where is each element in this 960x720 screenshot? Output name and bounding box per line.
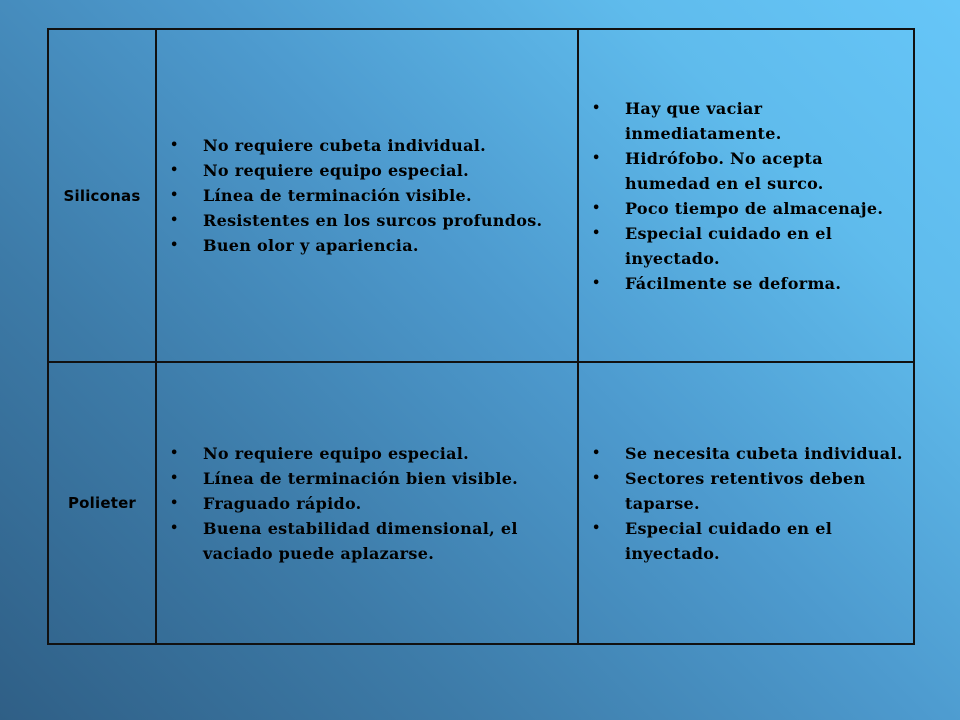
bullet-icon: •: [592, 275, 601, 291]
list-item-text: Fraguado rápido.: [203, 493, 362, 513]
bullet-icon: •: [170, 188, 179, 203]
list-item-text: Hidrófobo. No acepta humedad en el surco.: [625, 148, 824, 193]
bullet-icon: •: [592, 150, 601, 166]
bullet-icon: •: [592, 445, 601, 461]
bullet-icon: •: [592, 100, 601, 116]
comparison-table: [47, 28, 915, 645]
list-item-text: Buen olor y apariencia.: [203, 236, 419, 255]
bullet-icon: •: [592, 225, 601, 241]
list-item: [587, 96, 903, 146]
bullet-icon: •: [592, 470, 601, 486]
bullet-icon: •: [170, 495, 179, 511]
list-item-text: Se necesita cubeta individual.: [625, 443, 903, 463]
list-item: [165, 233, 567, 258]
disadvantages-list-siliconas: [579, 96, 913, 296]
list-item-text: Hay que vaciar inmediatamente.: [625, 98, 782, 143]
list-item-text: Sectores retentivos deben taparse.: [625, 468, 866, 513]
list-item: [587, 516, 903, 566]
bullet-icon: •: [170, 138, 179, 153]
advantages-list-siliconas: [157, 133, 577, 258]
list-item: [165, 133, 567, 158]
list-item: [587, 271, 903, 296]
list-item-text: No requiere equipo especial.: [203, 161, 470, 180]
bullet-icon: •: [592, 200, 601, 216]
bullet-icon: •: [170, 238, 179, 253]
row-label-polieter: Polieter: [48, 362, 156, 644]
list-item: [165, 183, 567, 208]
bullet-icon: •: [170, 470, 179, 486]
list-item: [587, 466, 903, 516]
bullet-icon: •: [592, 520, 601, 536]
advantages-list-polieter: [157, 441, 577, 566]
list-item-text: Especial cuidado en el inyectado.: [625, 518, 833, 563]
list-item: [165, 466, 567, 491]
table-row-polieter: [48, 362, 914, 644]
list-item: [165, 208, 567, 233]
list-item: [165, 158, 567, 183]
table-row-siliconas: [48, 29, 914, 362]
list-item-text: Resistentes en los surcos profundos.: [203, 211, 543, 230]
list-item-text: Línea de terminación visible.: [203, 186, 472, 205]
list-item: [587, 196, 903, 221]
list-item-text: No requiere equipo especial.: [203, 443, 470, 463]
list-item-text: Especial cuidado en el inyectado.: [625, 223, 833, 268]
bullet-icon: •: [170, 520, 179, 536]
bullet-icon: •: [170, 213, 179, 228]
list-item: [165, 516, 567, 566]
disadvantages-cell-polieter: [578, 362, 914, 644]
disadvantages-list-polieter: [579, 441, 913, 566]
list-item: [587, 441, 903, 466]
list-item-text: Buena estabilidad dimensional, el vaciado puede aplazarse.: [203, 518, 518, 563]
list-item: [165, 441, 567, 466]
list-item-text: Línea de terminación bien visible.: [203, 468, 519, 488]
bullet-icon: •: [170, 163, 179, 178]
list-item-text: Fácilmente se deforma.: [625, 273, 842, 293]
list-item: [587, 146, 903, 196]
list-item-text: Poco tiempo de almacenaje.: [625, 198, 884, 218]
list-item: [587, 221, 903, 271]
bullet-icon: •: [170, 445, 179, 461]
row-label-siliconas: Siliconas: [48, 29, 156, 362]
list-item: [165, 491, 567, 516]
advantages-cell-polieter: [156, 362, 578, 644]
disadvantages-cell-siliconas: [578, 29, 914, 362]
advantages-cell-siliconas: [156, 29, 578, 362]
list-item-text: No requiere cubeta individual.: [203, 136, 486, 155]
